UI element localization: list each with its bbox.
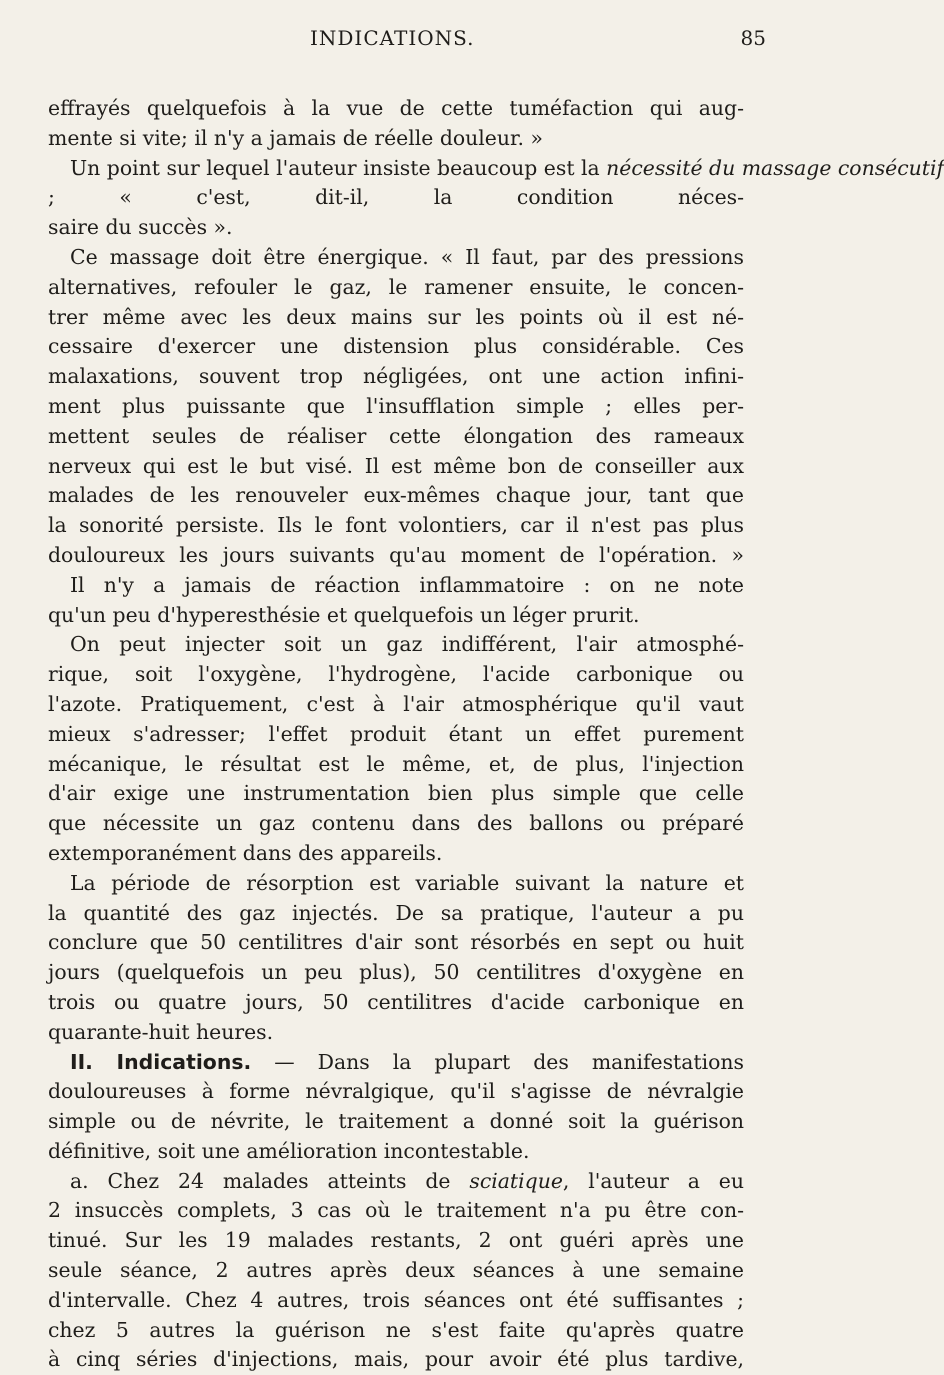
text-span: — Dans la plupart des manifestations <box>251 1049 744 1074</box>
text-span: , l'auteur a eu <box>562 1168 744 1193</box>
text-line: chez 5 autres la guérison ne s'est faite qu'après quatre <box>48 1317 744 1342</box>
text-line: simple ou de névrite, le traitement a donné soit la guérison <box>48 1109 744 1134</box>
text-line: qu'un peu d'hyperesthésie et quelquefois un léger prurit. <box>48 602 640 627</box>
text-line: seule séance, 2 autres après deux séances à une semaine <box>48 1258 744 1283</box>
text-line: nerveux qui est le but visé. Il est même bon de conseiller aux <box>48 453 744 478</box>
text-line: trois ou quatre jours, 50 centilitres d'acide carbonique en <box>48 989 744 1014</box>
text-line: douloureuses à forme névralgique, qu'il s'agisse de névralgie <box>48 1079 744 1104</box>
text-line: la quantité des gaz injectés. De sa pratique, l'auteur a pu <box>48 900 744 925</box>
text-line: conclure que 50 centilitres d'air sont résorbés en sept ou huit <box>48 930 744 955</box>
text-line: On peut injecter soit un gaz indifférent, l'air atmosphé- <box>70 632 744 657</box>
text-line: 2 insuccès complets, 3 cas où le traitement n'a pu être con- <box>48 1198 744 1223</box>
text-line: d'air exige une instrumentation bien plus simple que celle <box>48 781 744 806</box>
text-span: Un point sur lequel l'auteur insiste beaucoup est la <box>70 155 607 180</box>
text-line: ment plus puissante que l'insufflation simple ; elles per- <box>48 393 744 418</box>
text-line <box>48 1167 744 1197</box>
text-line: quarante-huit heures. <box>48 1019 274 1044</box>
text-line: mettent seules de réaliser cette élongation des rameaux <box>48 423 744 448</box>
text-line: d'intervalle. Chez 4 autres, trois séances ont été suffisantes ; <box>48 1287 744 1312</box>
text-line: définitive, soit une amélioration incontestable. <box>48 1138 530 1163</box>
text-line: malades de les renouveler eux-mêmes chaque jour, tant que <box>48 483 744 508</box>
text-line <box>48 1048 744 1078</box>
text-line <box>48 154 944 184</box>
text-line: extemporanément dans des appareils. <box>48 840 443 865</box>
text-line: malaxations, souvent trop négligées, ont une action infini- <box>48 364 744 389</box>
text-line: cessaire d'exercer une distension plus considérable. Ces <box>48 334 744 359</box>
text-line <box>48 183 744 213</box>
running-head <box>0 26 800 56</box>
emphasis-span: sciatique <box>469 1168 563 1193</box>
text-line: mente si vite; il n'y a jamais de réelle douleur. » <box>48 125 543 150</box>
page-header-title: INDICATIONS. <box>310 26 475 50</box>
text-line: La période de résorption est variable suivant la nature et <box>70 870 744 895</box>
text-span: a. Chez 24 malades atteints de <box>70 1168 470 1193</box>
text-line: rique, soit l'oxygène, l'hydrogène, l'acide carbonique ou <box>48 662 744 687</box>
text-line: l'azote. Pratiquement, c'est à l'air atmosphérique qu'il vaut <box>48 691 744 716</box>
text-line: tinué. Sur les 19 malades restants, 2 ont guéri après une <box>48 1228 744 1253</box>
text-line: effrayés quelquefois à la vue de cette tuméfaction qui aug- <box>48 96 744 120</box>
text-line: saire du succès ». <box>48 215 233 240</box>
text-line: Ce massage doit être énergique. « Il faut, par des pressions <box>70 244 744 269</box>
text-span: ; « c'est, dit-il, la condition néces- <box>48 185 744 210</box>
text-line: à cinq séries d'injections, mais, pour avoir été plus tardive, <box>48 1347 744 1372</box>
text-line: que nécessite un gaz contenu dans des ballons ou préparé <box>48 811 744 836</box>
text-line: la sonorité persiste. Ils le font volontiers, car il n'est pas plus <box>48 513 744 538</box>
text-line: Il n'y a jamais de réaction inflammatoire : on ne note <box>70 572 744 597</box>
text-line: alternatives, refouler le gaz, le ramener ensuite, le concen- <box>48 274 744 299</box>
page-number: 85 <box>740 26 766 50</box>
text-line: mécanique, le résultat est le même, et, de plus, l'injection <box>48 751 744 776</box>
text-line: douloureux les jours suivants qu'au moment de l'opération. » <box>48 542 744 567</box>
text-line: trer même avec les deux mains sur les points où il est né- <box>48 304 744 329</box>
section-heading: II. Indications. <box>70 1049 252 1074</box>
body-text <box>48 94 944 1375</box>
text-line: jours (quelquefois un peu plus), 50 centilitres d'oxygène en <box>48 960 744 985</box>
emphasis-span: nécessité du massage consécutif <box>606 155 944 180</box>
text-line: mieux s'adresser; l'effet produit étant un effet purement <box>48 721 744 746</box>
